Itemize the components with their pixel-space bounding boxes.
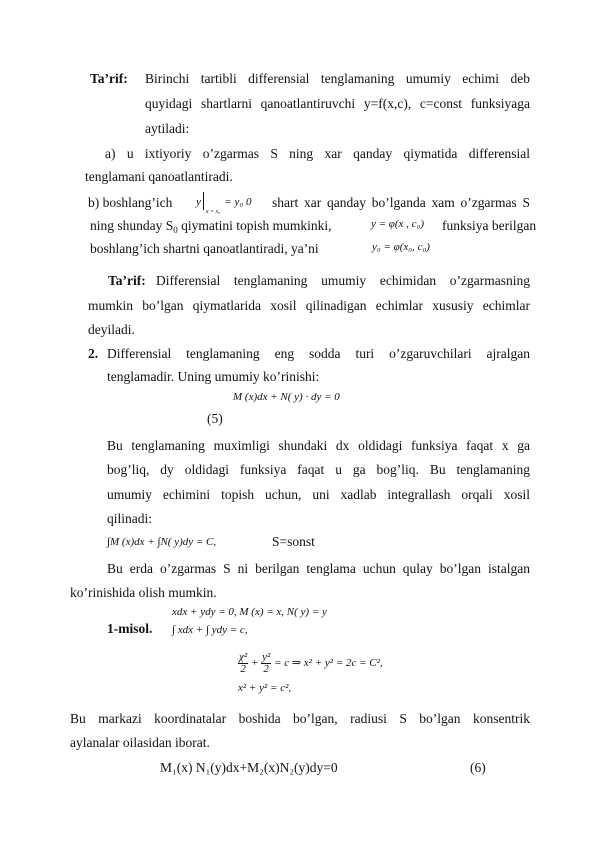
paragraph-line: Bu erda o’zgarmas S ni berilgan tenglama uchun qulay bo’lgan istalgan bbox=[107, 561, 530, 576]
condition-b-text: funksiya berilgan bbox=[442, 218, 537, 233]
definition2-line: mumkin bo’lgan qiymatlarida xosil qilinadigan echimlar xususiy echimlar bbox=[88, 298, 530, 313]
separable-equation: M (x)dx + N( y) · dy = 0 bbox=[233, 391, 340, 403]
equation-number: (6) bbox=[470, 760, 486, 775]
conclusion-line: aylanalar oilasidan iborat. bbox=[70, 735, 210, 750]
definition-line: aytiladi: bbox=[145, 121, 190, 136]
phi-formula: y = φ(x , c₀) bbox=[371, 218, 425, 230]
definition-line: Birinchi tartibli differensial tenglamaning umumiy echimi deb bbox=[145, 71, 530, 86]
paragraph-line: umumiy echimini topish uchun, uni xadlab integrallash orqali xosil bbox=[107, 487, 530, 502]
item-line: Differensial tenglamaning eng sodda turi o’zgaruvchilari ajralgan bbox=[107, 346, 530, 361]
condition-a-line: a) u ixtiyoriy o’zgarmas S ning xar qanday qiymatida differensial bbox=[105, 146, 530, 161]
equation-6: M₁(x) N₁(y)dx+M₂(x)N₂(y)dy=0 bbox=[160, 760, 338, 775]
constant-note: S=sonst bbox=[272, 534, 315, 549]
paragraph-line: ko’rinishida olish mumkin. bbox=[70, 585, 217, 600]
paragraph-line: Bu tenglamaning muximligi shundaki dx oldidagi funksiya faqat x ga bbox=[107, 438, 530, 453]
example-formula: ∫ xdx + ∫ ydy = c, bbox=[172, 624, 248, 636]
example-formula: xdx + ydy = 0, M (x) = x, N( y) = y bbox=[172, 606, 327, 618]
definition2-label: Ta’rif: bbox=[108, 273, 146, 288]
item-line: tenglamadir. Uning umumiy ko’rinishi: bbox=[107, 369, 320, 384]
initial-condition-formula: $y_{x = x_0}= y_0$ 0 bbox=[196, 192, 252, 215]
fraction: $\frac{\text{y²}}{2}$ bbox=[262, 651, 271, 675]
condition-b-text: ning shunday $S_0$ qiymatini topish mumkinki, bbox=[90, 218, 332, 235]
condition-b-text: boshlang’ich shartni qanoatlantiradi, ya’ni bbox=[90, 241, 319, 256]
paragraph-line: qilinadi: bbox=[107, 511, 152, 526]
condition-b-text: shart xar qanday bo’lganda xam o’zgarmas S bbox=[272, 195, 530, 210]
condition-a-line: tenglamani qanoatlantiradi. bbox=[85, 169, 233, 184]
paragraph-line: bog’liq, dy oldidagi funksiya faqat u ga bog’liq. Bu tenglamaning bbox=[107, 462, 530, 477]
definition-label: Ta’rif: bbox=[90, 71, 128, 86]
conclusion-line: Bu markazi koordinatalar boshida bo’lgan, radiusi S bo’lgan konsentrik bbox=[70, 711, 530, 726]
example-formula: $\frac{\text{χ²}}{2}$ + $\frac{\text{y²}}{2}$ = c ⇒ x² + y² = 2c = C², bbox=[239, 651, 383, 675]
equation-number: (5) bbox=[207, 411, 223, 426]
y0-formula: y₀ = φ(x₀, c₀) bbox=[372, 241, 430, 253]
integral-formula: ∫M (x)dx + ∫N( y)dy = C, bbox=[107, 536, 217, 548]
example-formula: x² + y² = c², bbox=[238, 682, 292, 694]
fraction: $\frac{\text{χ²}}{2}$ bbox=[239, 651, 248, 675]
example-label: 1-misol. bbox=[107, 621, 153, 636]
definition2-line: deyiladi. bbox=[88, 322, 135, 337]
definition-line: quyidagi shartlarni qanoatlantiruvchi y=f(x,c), c=const funksiyaga bbox=[145, 96, 530, 111]
item-number: 2. bbox=[88, 346, 99, 361]
condition-b-text: b) boshlang’ich bbox=[88, 195, 173, 210]
definition2-line: Differensial tenglamaning umumiy echimidan o’zgarmasning bbox=[156, 273, 530, 288]
